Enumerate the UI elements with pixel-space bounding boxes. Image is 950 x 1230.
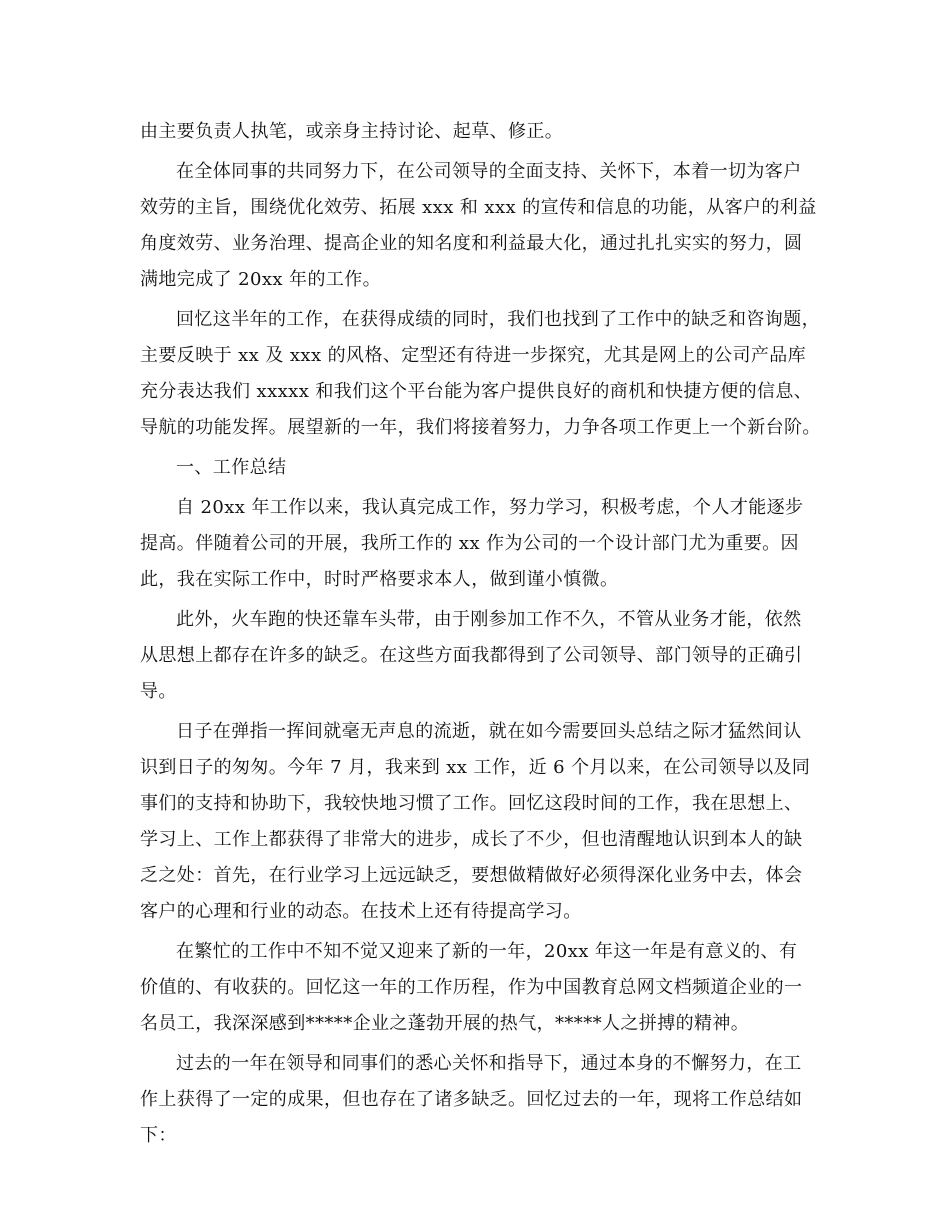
text-line: 角度效劳、业务治理、提高企业的知名度和利益最大化，通过扎扎实实的努力，圆 [140, 233, 803, 254]
text-line: 导。 [140, 681, 177, 702]
paragraph [140, 450, 830, 486]
text-line: 回忆这半年的工作，在获得成绩的同时，我们也找到了工作中的缺乏和咨询题， [176, 309, 820, 330]
text-line: 此外，火车跑的快还靠车头带，由于刚参加工作不久，不管从业务才能，依然 [176, 609, 802, 630]
text-line: 自 20xx 年工作以来，我认真完成工作，努力学习，积极考虑，个人才能逐步 [176, 497, 804, 518]
paragraph [140, 154, 830, 298]
text-line: 充分表达我们 xxxxx 和我们这个平台能为客户提供良好的商机和快捷方便的信息、 [140, 381, 813, 402]
paragraph [140, 602, 830, 710]
text-line: 导航的功能发挥。展望新的一年，我们将接着努力，力争各项工作更上一个新台阶。 [140, 417, 821, 438]
paragraph [140, 1046, 830, 1154]
text-line: 过去的一年在领导和同事们的悉心关怀和指导下，通过本身的不懈努力，在工 [176, 1053, 802, 1074]
paragraph [140, 302, 830, 446]
text-line: 作上获得了一定的成果，但也存在了诸多缺乏。回忆过去的一年，现将工作总结如 [140, 1089, 803, 1110]
paragraph [140, 714, 830, 930]
text-line: 效劳的主旨，围绕优化效劳、拓展 xxx 和 xxx 的宣传和信息的功能，从客户的利益 [140, 197, 817, 218]
paragraph [140, 490, 830, 598]
text-line: 在全体同事的共同努力下，在公司领导的全面支持、关怀下，本着一切为客户 [176, 161, 802, 182]
text-line: 价值的、有收获的。回忆这一年的工作历程，作为中国教育总网文档频道企业的一 [140, 977, 803, 998]
text-line: 提高。伴随着公司的开展，我所工作的 xx 作为公司的一个设计部门尤为重要。因 [140, 533, 799, 554]
text-line: 日子在弹指一挥间就毫无声息的流逝，就在如今需要回头总结之际才猛然间认 [176, 721, 802, 742]
text-line: 事们的支持和协助下，我较快地习惯了工作。回忆这段时间的工作，我在思想上、 [140, 793, 803, 814]
text-line: 从思想上都存在许多的缺乏。在这些方面我都得到了公司领导、部门领导的正确引 [140, 645, 803, 666]
text-line: 在繁忙的工作中不知不觉又迎来了新的一年，20xx 年这一年是有意义的、有 [176, 941, 798, 962]
text-line: 由主要负责人执笔，或亲身主持讨论、起草、修正。 [140, 121, 564, 142]
text-line: 下： [140, 1125, 177, 1146]
text-line: 学习上、工作上都获得了非常大的进步，成长了不少，但也清醒地认识到本人的缺 [140, 829, 803, 850]
text-line: 名员工，我深深感到*****企业之蓬勃开展的热气，*****人之拼搏的精神。 [140, 1013, 750, 1034]
text-line: 此，我在实际工作中，时时严格要求本人，做到谨小慎微。 [140, 569, 619, 590]
document-body [140, 114, 830, 1154]
text-line: 乏之处：首先，在行业学习上远远缺乏，要想做精做好必须得深化业务中去，体会 [140, 865, 803, 886]
text-line: 识到日子的匆匆。今年 7 月，我来到 xx 工作，近 6 个月以来，在公司领导以及同 [140, 757, 811, 778]
text-line: 客户的心理和行业的动态。在技术上还有待提高学习。 [140, 901, 582, 922]
text-line: 主要反映于 xx 及 xxx 的风格、定型还有待进一步探究，尤其是网上的公司产品库 [140, 345, 807, 366]
text-line: 一、工作总结 [176, 457, 287, 478]
paragraph [140, 114, 830, 150]
text-line: 满地完成了 20xx 年的工作。 [140, 269, 382, 290]
paragraph [140, 934, 830, 1042]
